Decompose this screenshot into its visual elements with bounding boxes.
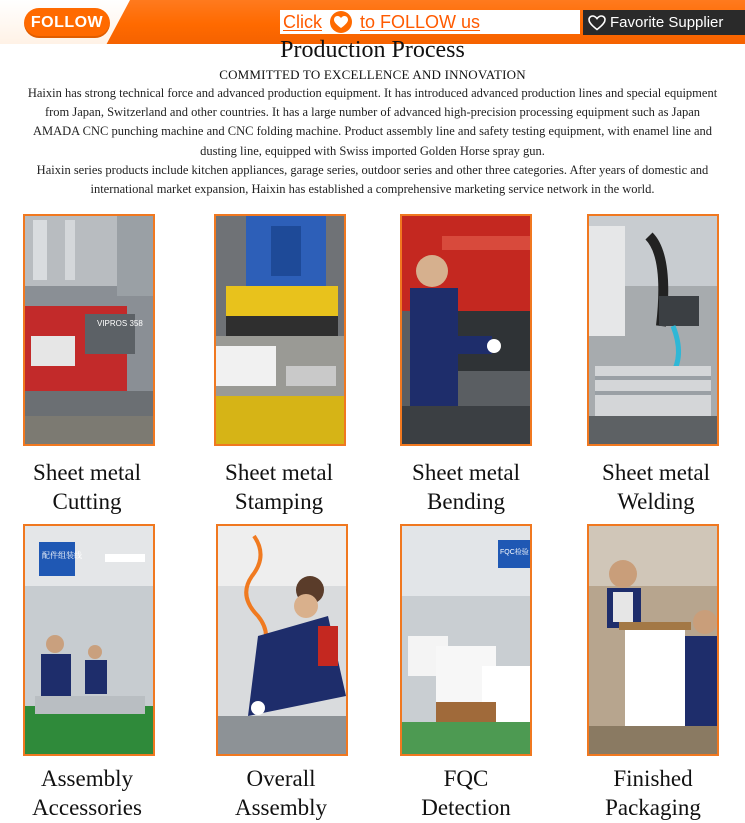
finished-packaging-photo [587, 524, 719, 756]
page-title: Production Process [280, 37, 465, 63]
step-caption-line2: Detection [421, 795, 511, 820]
step-caption-line2: Assembly [235, 795, 327, 820]
heart-icon [330, 11, 352, 33]
step-caption-line1: FQC [443, 766, 489, 791]
bending-photo [400, 214, 532, 446]
cutting-photo [23, 214, 155, 446]
step-caption-line1: Sheet metal [602, 460, 710, 485]
step-caption-fqc-detection [386, 764, 546, 822]
company-description [26, 84, 719, 199]
favorite-supplier-button[interactable] [583, 10, 745, 35]
photo-overlay-text: VIPROS 358 [97, 319, 143, 328]
step-caption-line1: Finished [613, 766, 693, 791]
favorite-supplier-label: Favorite Supplier [610, 14, 724, 31]
stamping-photo [214, 214, 346, 446]
overall-assembly-photo [216, 524, 348, 756]
step-caption-overall-assembly [201, 764, 361, 822]
step-caption-line1: Overall [246, 766, 316, 791]
follow-button[interactable]: FOLLOW [24, 8, 110, 38]
page-subtitle: COMMITTED TO EXCELLENCE AND INNOVATION [219, 67, 526, 82]
heart-outline-icon [588, 15, 606, 31]
description-paragraph-1: Haixin has strong technical force and advanced production equipment. It has introduced advanced production lines and special equipment from Japan, Switzerland and other countries. It has a large number of advanced high-precision processing equipment such as Japan AMADA CNC punching machine and CNC folding machine. Product assembly line and safety testing equipment, with enamel line and dusting line, equipped with Swiss imported Golden Horse spray gun. [27, 86, 718, 158]
click-label: Click [283, 11, 322, 32]
step-caption-cutting [7, 458, 167, 516]
step-caption-line2: Cutting [52, 489, 122, 514]
step-caption-welding [576, 458, 736, 516]
description-paragraph-2: Haixin series products include kitchen appliances, garage series, outdoor series and other three categories. After years of domestic and international market expansion, Haixin has established a comprehensive marketing service network in the world. [36, 162, 709, 197]
step-caption-line2: Bending [427, 489, 505, 514]
step-caption-line2: Stamping [234, 489, 324, 514]
step-caption-stamping [199, 458, 359, 516]
step-caption-assembly-accessories [7, 764, 167, 822]
step-caption-line1: Sheet metal [225, 460, 333, 485]
step-caption-line2: Accessories [32, 795, 142, 820]
step-caption-line2: Welding [617, 489, 695, 514]
fqc-detection-photo [400, 524, 532, 756]
photo-overlay-text: 配件组装线 [42, 551, 82, 560]
assembly-accessories-photo [23, 524, 155, 756]
click-to-follow-link[interactable] [283, 9, 480, 35]
step-caption-bending [386, 458, 546, 516]
follow-us-label: to FOLLOW us [360, 11, 481, 32]
step-caption-line1: Sheet metal [412, 460, 520, 485]
welding-photo [587, 214, 719, 446]
photo-overlay-text: FQC检验 [500, 549, 529, 556]
step-caption-finished-packaging [573, 764, 733, 822]
step-caption-line1: Sheet metal [33, 460, 141, 485]
step-caption-line1: Assembly [41, 766, 133, 791]
step-caption-line2: Packaging [605, 795, 701, 820]
